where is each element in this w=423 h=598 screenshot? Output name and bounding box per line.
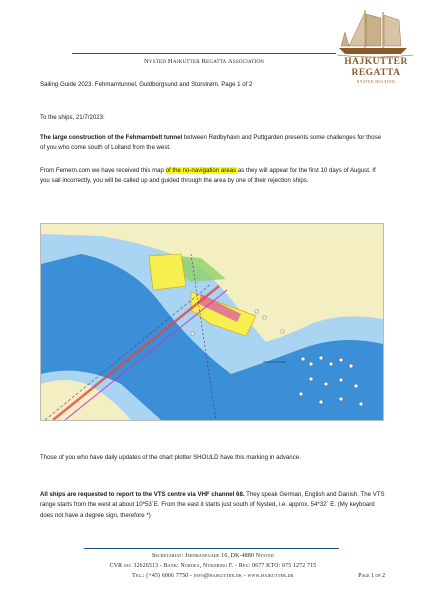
logo-subtitle: NYSTED HOLSTED xyxy=(356,80,396,84)
no-navigation-map xyxy=(40,223,384,421)
association-name: Nysted Hajkutter Regatta Association xyxy=(143,58,265,65)
highlighted-phrase: of the no-navigation areas xyxy=(165,167,238,174)
paragraph-vts-rest: They speak German, English and Danish. The VTS range starts from the west at about 10*53´E. From the east it starts just south of Nysted, i.e. approx. 54*32´ E. (My keyboard does not have a degree sign, therefore *) xyxy=(40,491,385,519)
paragraph-tunnel-bold: The large construction of the Fehmarnbelt tunnel xyxy=(40,134,183,141)
footer-bank: CVR no: 32626513 - Bank: Nordea, Nykøbing F. - Reg: 0677 KTO: 075 1272 715 xyxy=(109,563,317,569)
restricted-zone-north xyxy=(149,254,186,290)
footer-divider xyxy=(84,548,339,549)
footer-contact: Tel.: (+45) 6066 7750 - info@hajkutter.dk - www.hajkutter.dk xyxy=(132,573,294,579)
paragraph-vts-bold: All ships are requested to report to the VTS centre via VHF channel 68. xyxy=(40,491,245,498)
logo-line2: REGATTA xyxy=(351,68,401,78)
schooner-icon xyxy=(335,8,417,58)
paragraph-map xyxy=(40,166,386,187)
paragraph-chart-plotter: Those of you who have daily updates of the chart plotter SHOULD have this marking in advance. xyxy=(40,454,301,461)
logo-line1: HAJKUTTER xyxy=(344,57,408,67)
paragraph-map-before: From Femern.com we have received this map xyxy=(40,167,166,174)
footer-address: Secretariat: Jernbanegade 16, DK-4880 Nysted xyxy=(151,553,275,559)
document-intro: Sailing Guide 2023. Fehmarntunnel, Guldborgsund and Storstrøm. Page 1 of 2 xyxy=(40,81,253,88)
page-number: Page 1 of 2 xyxy=(358,573,385,579)
regatta-logo xyxy=(335,8,417,84)
header-divider xyxy=(72,53,336,54)
greeting: To the ships, 21/7/2023: xyxy=(40,114,105,121)
map-vts-label: VTS Fehmarn Belt xyxy=(263,360,287,364)
paragraph-vts xyxy=(40,490,386,521)
paragraph-map-after: as they will appear for the first 10 days of August. If you sail incorrectly, you will be called up and guided through the area by one of their rejection ships. xyxy=(40,167,376,185)
nautical-chart xyxy=(41,224,383,420)
paragraph-tunnel xyxy=(40,133,386,154)
paragraph-tunnel-rest: between Rødbyhavn and Puttgarden presents some challenges for those of you who come south of Lolland from the west. xyxy=(40,134,382,152)
